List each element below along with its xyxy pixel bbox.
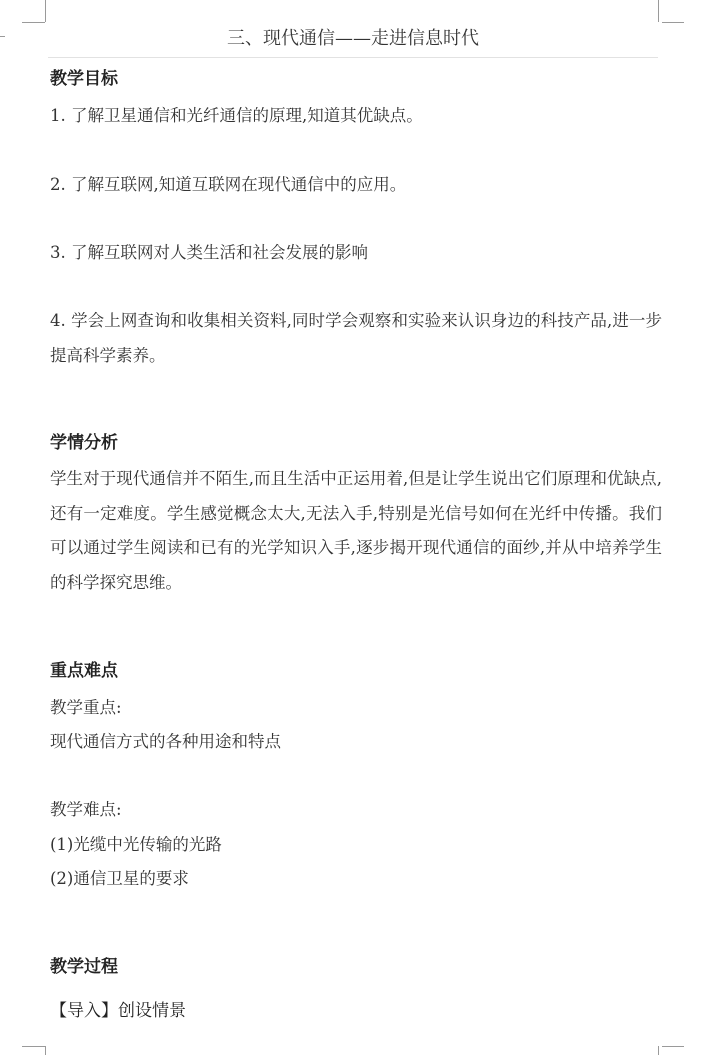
section-heading-objectives: 教学目标 (50, 69, 118, 89)
process-subheading: 【导入】创设情景 (50, 1001, 186, 1021)
section-heading-key-points: 重点难点 (50, 661, 118, 681)
crop-mark-bottom-left-vertical (45, 1046, 46, 1055)
objective-item: 4. 学会上网查询和收集相关资料,同时学会观察和实验来认识身边的科技产品,进一步提高科学素养。 (50, 311, 662, 365)
crop-mark-bottom-left (22, 1046, 45, 1047)
document-title: 三、现代通信——走进信息时代 (227, 28, 479, 49)
crop-mark-bottom-right-vertical (658, 1046, 659, 1055)
crop-mark-top-right-horizontal (662, 22, 684, 23)
difficult-point-label: 教学难点: (50, 800, 122, 819)
key-point-text: 现代通信方式的各种用途和特点 (50, 732, 281, 751)
crop-mark-bottom-right (662, 1046, 684, 1047)
key-point-label: 教学重点: (50, 698, 122, 717)
objective-item: 1. 了解卫星通信和光纤通信的原理,知道其优缺点。 (50, 106, 423, 125)
difficult-point-item: (1)光缆中光传输的光路 (50, 835, 222, 854)
crop-mark-top-left (45, 0, 46, 22)
difficult-point-item: (2)通信卫星的要求 (50, 869, 189, 888)
analysis-paragraph: 学生对于现代通信并不陌生,而且生活中正运用着,但是让学生说出它们原理和优缺点,还有一定难度。学生感觉概念太大,无法入手,特别是光信号如何在光纤中传播。我们可以通过学生阅读和已有的光学知识入手,逐步揭开现代通信的面纱,并从中培养学生的科学探究思维。 (50, 469, 662, 592)
crop-mark-top-left-horizontal (22, 22, 45, 23)
section-heading-process: 教学过程 (50, 957, 118, 977)
margin-tick (0, 36, 5, 37)
objective-item: 2. 了解互联网,知道互联网在现代通信中的应用。 (50, 175, 407, 194)
objective-item: 3. 了解互联网对人类生活和社会发展的影响 (50, 243, 368, 262)
section-heading-analysis: 学情分析 (50, 433, 118, 453)
header-divider (48, 57, 658, 58)
crop-mark-top-right (658, 0, 659, 22)
